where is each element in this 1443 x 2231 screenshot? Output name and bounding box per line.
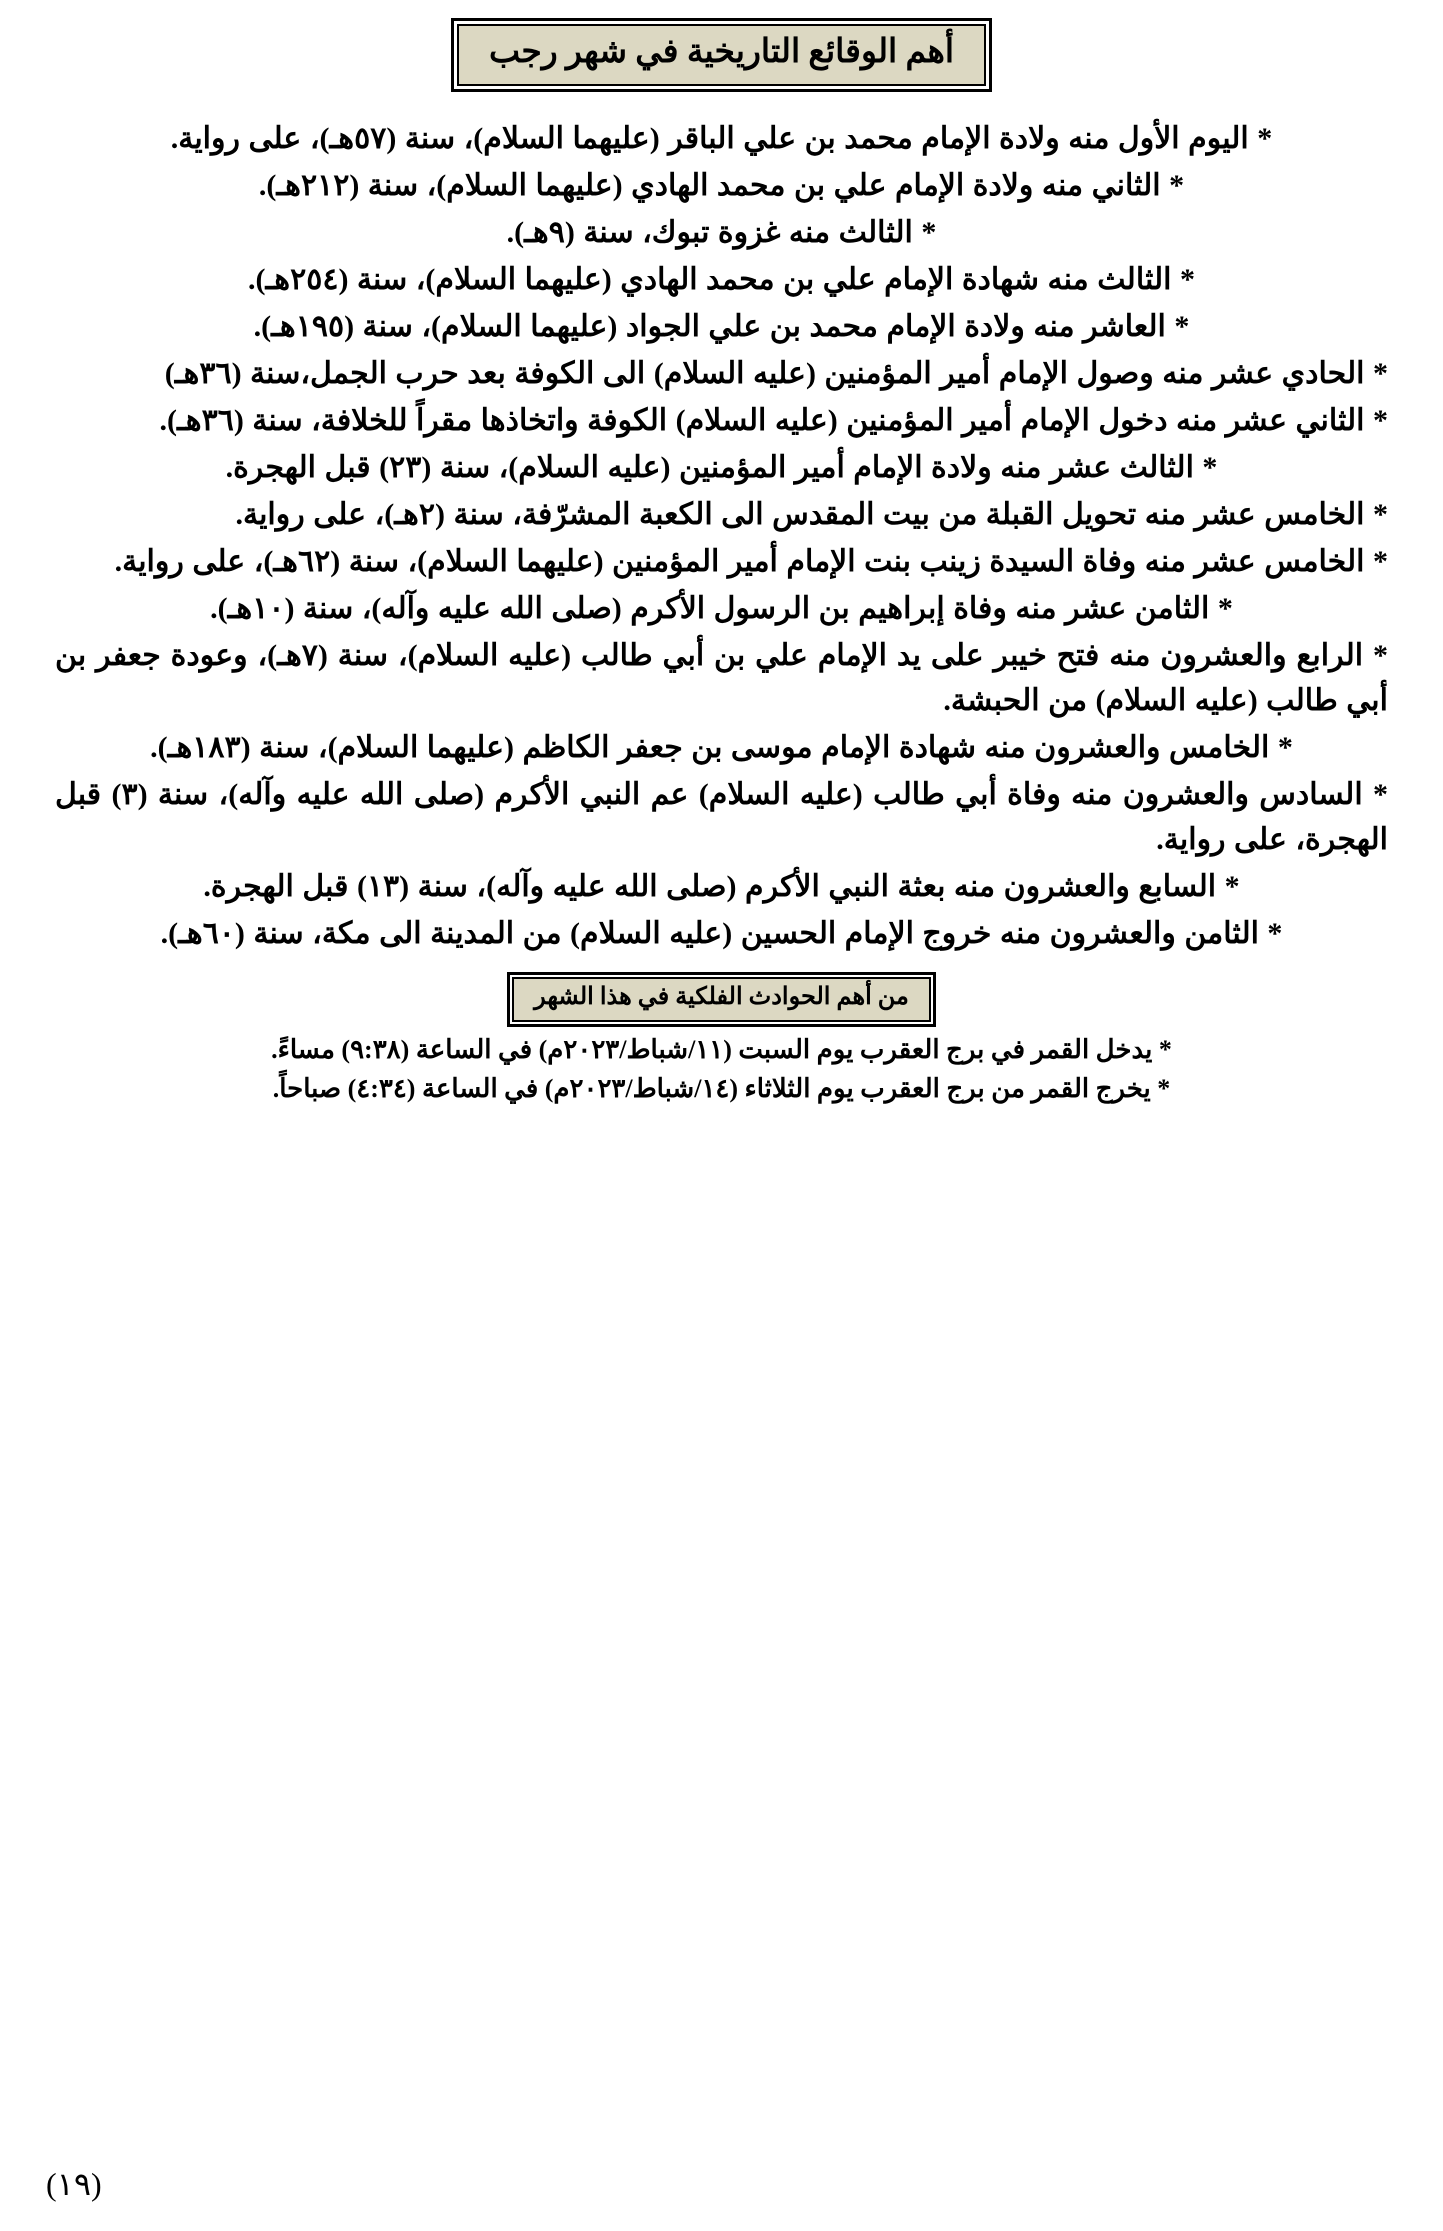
event-item: * الثالث عشر منه ولادة الإمام أمير المؤمنين (عليه السلام)، سنة (٢٣) قبل الهجرة.	[225, 450, 1218, 484]
astronomical-section-title: من أهم الحوادث الفلكية في هذا الشهر	[534, 983, 909, 1010]
event-item: * الخامس عشر منه تحويل القبلة من بيت المقدس الى الكعبة المشرّفة، سنة (٢هـ)، على رواية.	[235, 497, 1388, 531]
main-title-box	[55, 18, 1388, 92]
event-item: * الثامن عشر منه وفاة إبراهيم بن الرسول الأكرم (صلى الله عليه وآله)، سنة (١٠هـ).	[210, 591, 1233, 625]
page-title: أهم الوقائع التاريخية في شهر رجب	[488, 34, 955, 70]
event-item: * الثالث منه غزوة تبوك، سنة (٩هـ).	[506, 215, 937, 249]
main-title-box-inner-border	[457, 24, 986, 86]
astro-title-box-inner-border	[512, 977, 931, 1022]
event-item: * العاشر منه ولادة الإمام محمد بن علي الجواد (عليهما السلام)، سنة (١٩٥هـ).	[253, 309, 1190, 343]
event-item: * الخامس والعشرون منه شهادة الإمام موسى بن جعفر الكاظم (عليهما السلام)، سنة (١٨٣هـ).	[150, 730, 1293, 764]
page-number: (١٩)	[46, 2166, 102, 2202]
event-item: * الحادي عشر منه وصول الإمام أمير المؤمنين (عليه السلام) الى الكوفة بعد حرب الجمل،سنة (٣٦هـ)	[164, 356, 1388, 390]
astronomical-events-list	[55, 1031, 1388, 1108]
astro-title-box-outer-border	[507, 972, 936, 1027]
title-spacer	[55, 92, 1388, 116]
event-item: * الثاني عشر منه دخول الإمام أمير المؤمنين (عليه السلام) الكوفة واتخاذها مقراً للخلافة، سنة (٣٦هـ).	[159, 403, 1388, 437]
event-item: * اليوم الأول منه ولادة الإمام محمد بن علي الباقر (عليهما السلام)، سنة (٥٧هـ)، على رواية.	[170, 121, 1273, 155]
event-item: * الرابع والعشرون منه فتح خيبر على يد الإمام علي بن أبي طالب (عليه السلام)، سنة (٧هـ)، وعودة جعفر بن أبي طالب (عليه السلام) من الحبشة.	[55, 638, 1388, 717]
event-item: * الثالث منه شهادة الإمام علي بن محمد الهادي (عليهما السلام)، سنة (٢٥٤هـ).	[247, 262, 1195, 296]
event-item: * الثاني منه ولادة الإمام علي بن محمد الهادي (عليهما السلام)، سنة (٢١٢هـ).	[258, 168, 1185, 202]
historical-events-list	[55, 116, 1388, 956]
event-item: * السادس والعشرون منه وفاة أبي طالب (عليه السلام) عم النبي الأكرم (صلى الله عليه وآله)، سنة (٣) قبل الهجرة، على رواية.	[55, 777, 1389, 856]
event-item: * السابع والعشرون منه بعثة النبي الأكرم (صلى الله عليه وآله)، سنة (١٣) قبل الهجرة.	[203, 869, 1240, 903]
event-item: * الخامس عشر منه وفاة السيدة زينب بنت الإمام أمير المؤمنين (عليهما السلام)، سنة (٦٢هـ)، على رواية.	[114, 544, 1388, 578]
astro-spacer	[55, 958, 1388, 972]
main-title-box-outer-border	[451, 18, 992, 92]
astro-event-item: * يدخل القمر في برج العقرب يوم السبت (١١/شباط/٢٠٢٣م) في الساعة (٩:٣٨) مساءً.	[271, 1034, 1172, 1064]
astro-event-item: * يخرج القمر من برج العقرب يوم الثلاثاء (١٤/شباط/٢٠٢٣م) في الساعة (٤:٣٤) صباحاً.	[272, 1074, 1171, 1104]
event-item: * الثامن والعشرون منه خروج الإمام الحسين (عليه السلام) من المدينة الى مكة، سنة (٦٠هـ).	[160, 916, 1283, 950]
astronomical-title-box	[55, 972, 1388, 1027]
